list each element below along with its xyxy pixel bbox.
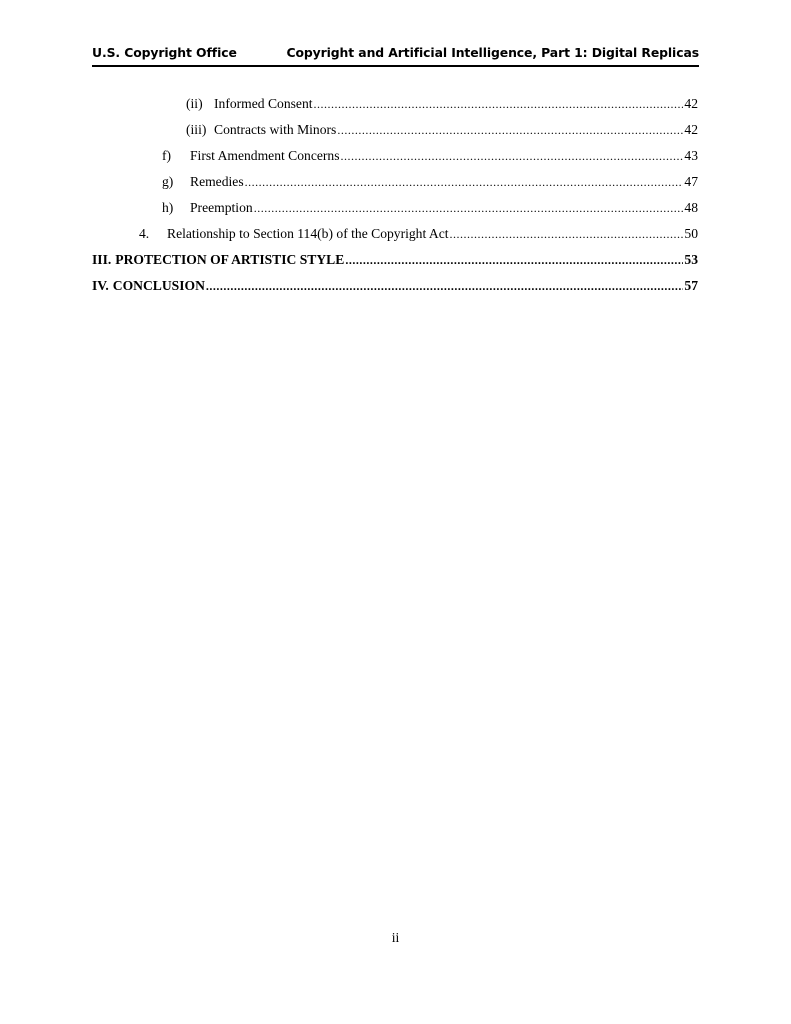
toc-leader-dots <box>206 279 683 294</box>
toc-leader-dots <box>337 123 683 138</box>
page-number: ii <box>391 930 400 945</box>
toc-entry-number: (ii) <box>186 96 203 111</box>
toc-leader-dots <box>341 149 684 164</box>
toc-entry-page: 48 <box>684 200 698 215</box>
header-office-name: U.S. Copyright Office <box>92 45 237 60</box>
toc-leader-dots <box>345 253 683 268</box>
toc-entry-number: h) <box>162 200 174 215</box>
toc-leader-dots <box>450 227 684 242</box>
toc-entry-number: g) <box>162 174 174 189</box>
toc-entry-section-114b[interactable] <box>139 226 698 246</box>
toc-entry-title: Informed Consent <box>214 96 313 111</box>
toc-entry-first-amendment[interactable] <box>162 148 698 168</box>
page-header <box>92 44 699 67</box>
toc-entry-page: 42 <box>684 96 698 111</box>
toc-leader-dots <box>314 97 684 112</box>
toc-entry-artistic-style[interactable] <box>92 252 698 272</box>
toc-entry-page: 57 <box>684 278 698 293</box>
toc-entry-conclusion[interactable] <box>92 278 698 298</box>
toc-entry-number: f) <box>162 148 172 163</box>
toc-entry-preemption[interactable] <box>162 200 698 220</box>
toc-entry-contracts-with-minors[interactable] <box>186 122 698 142</box>
toc-entry-title: Contracts with Minors <box>214 122 337 137</box>
toc-entry-number: IV. <box>92 278 109 293</box>
toc-entry-title: Preemption <box>190 200 253 215</box>
toc-entry-title: CONCLUSION <box>112 278 205 293</box>
toc-entry-title: Relationship to Section 114(b) of the Copyright Act <box>167 226 449 241</box>
toc-entry-number: III. <box>92 252 112 267</box>
toc-entry-page: 42 <box>684 122 698 137</box>
toc-entry-page: 47 <box>684 174 698 189</box>
toc-entry-page: 50 <box>684 226 698 241</box>
toc-entry-number: (iii) <box>186 122 207 137</box>
toc-entry-title: First Amendment Concerns <box>190 148 340 163</box>
toc-leader-dots <box>254 201 684 216</box>
toc-entry-title: Remedies <box>190 174 244 189</box>
toc-leader-dots <box>245 175 684 190</box>
toc-entry-number: 4. <box>139 226 150 241</box>
header-report-title: Copyright and Artificial Intelligence, Part 1: Digital Replicas <box>286 45 699 60</box>
toc-entry-title: PROTECTION OF ARTISTIC STYLE <box>115 252 345 267</box>
toc-entry-informed-consent[interactable] <box>186 96 698 116</box>
toc-entry-page: 43 <box>684 148 698 163</box>
toc-entry-page: 53 <box>684 252 698 267</box>
toc-entry-remedies[interactable] <box>162 174 698 194</box>
